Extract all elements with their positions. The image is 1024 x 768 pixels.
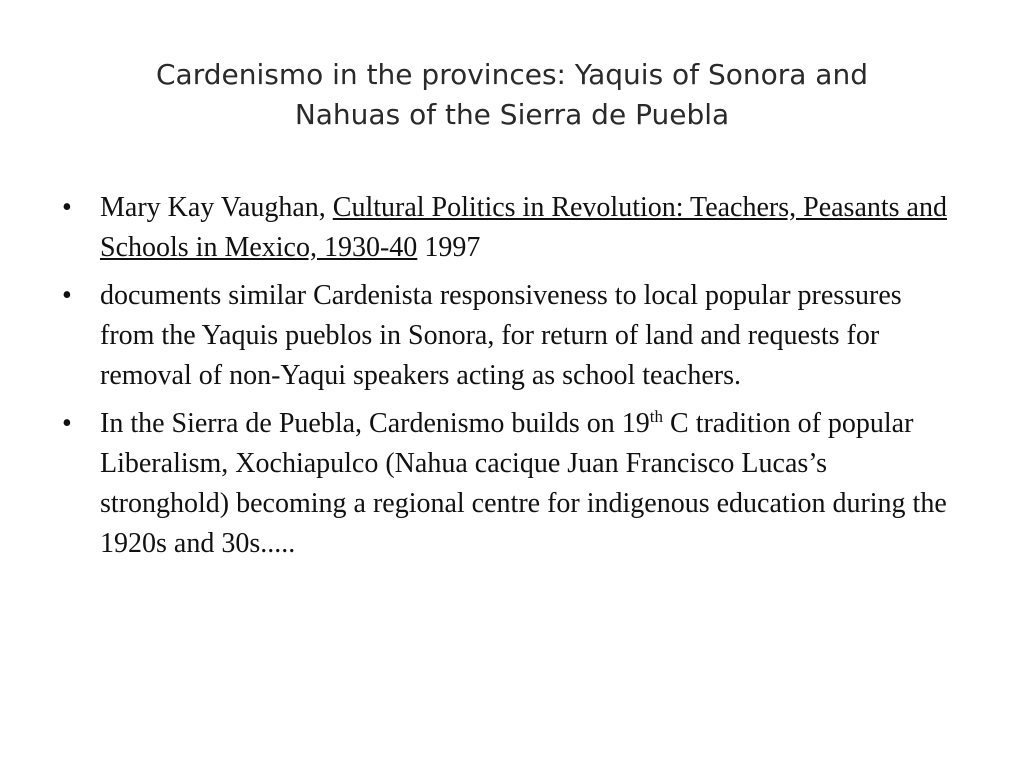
- bullet-icon: •: [62, 280, 72, 311]
- bullet-1-year: 1997: [417, 232, 481, 263]
- bullet-item-3: [62, 404, 962, 564]
- bullet-icon: •: [62, 192, 72, 223]
- bullet-list: [62, 188, 962, 572]
- bullet-3-post: C tradition of popular Liberalism, Xochiapulco (Nahua cacique Juan Francisco Lucas’s stronghold) becoming a regional centre for indigenous education during the 1920s and 30s.....: [100, 408, 947, 559]
- slide-title-line-2: Nahuas of the Sierra de Puebla: [294, 98, 730, 131]
- bullet-2-text: documents similar Cardenista responsiveness to local popular pressures from the Yaquis pueblos in Sonora, for return of land and requests for removal of non-Yaqui speakers acting as school teachers.: [100, 280, 902, 391]
- bullet-item-1: [62, 188, 962, 268]
- bullet-1-prefix: Mary Kay Vaughan,: [100, 192, 333, 223]
- book-title: Cultural Politics in Revolution: Teachers, Peasants and Schools in Mexico, 1930-40: [100, 192, 947, 263]
- ordinal-superscript: th: [649, 407, 664, 426]
- bullet-item-2: [62, 276, 962, 396]
- slide-title-line-1: Cardenismo in the provinces: Yaquis of Sonora and: [156, 58, 868, 91]
- bullet-3-pre: In the Sierra de Puebla, Cardenismo builds on 19: [100, 408, 650, 439]
- bullet-icon: •: [62, 408, 72, 439]
- slide-title: [60, 55, 964, 135]
